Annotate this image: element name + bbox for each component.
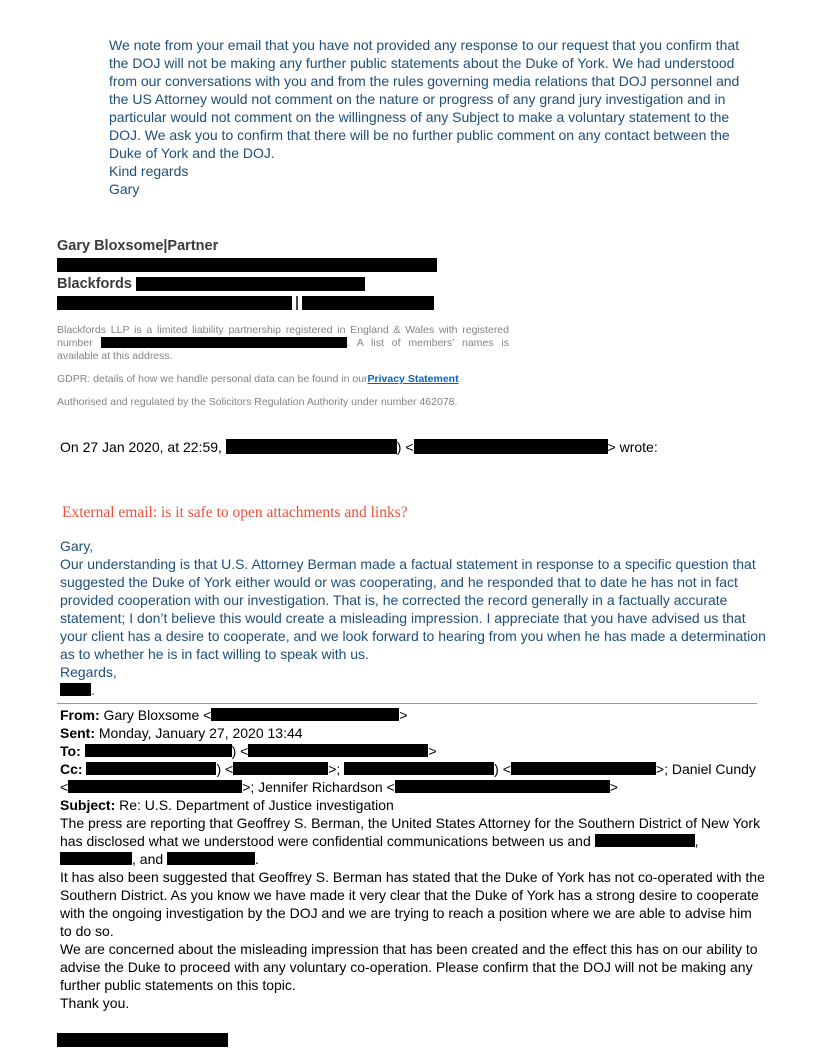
redaction-bar (85, 744, 232, 757)
from-close: > (399, 707, 408, 723)
cc-sep5: >; Jennifer Richardson < (242, 779, 395, 795)
cc-sep3: ) < (494, 761, 511, 777)
redaction-bar (60, 852, 132, 865)
body-p1-sep1: , (694, 833, 699, 849)
redaction-bar (86, 762, 216, 775)
reply-regards: Regards, (60, 664, 117, 680)
header-to (60, 742, 766, 760)
redaction-bar (344, 762, 494, 775)
reply-message (60, 537, 766, 699)
body-paragraph-4: Thank you. (60, 995, 130, 1011)
redaction-bar (211, 708, 399, 721)
fine-print-block (57, 324, 509, 419)
signature-name-line (57, 237, 437, 255)
top-message-closing: Kind regards (109, 163, 189, 179)
header-subject (60, 796, 766, 814)
from-label: From: (60, 707, 100, 723)
top-message-body: We note from your email that you have not provided any response to our request that you confirm that the DOJ will not be making any further public statements about the Duke of York. We had understood from our conversations with you and from the rules governing media relations that DOJ personnel and the US Attorney would not comment on the nature or progress of any grand jury investigation and in particular would not comment on the willingness of any Subject to make a voluntary statement to the DOJ. We ask you to confirm that there will be no further public comment on any contact between the Duke of York and the DOJ. (109, 37, 740, 161)
cc-sep1: ) < (216, 761, 234, 777)
to-label: To: (60, 743, 81, 759)
header-sent (60, 724, 766, 742)
to-mid: ) < (231, 743, 249, 759)
signature-block (57, 237, 437, 313)
signature-redacted-row-2 (57, 294, 437, 312)
sent-value: Monday, January 27, 2020 13:44 (95, 725, 303, 741)
body-p1-period: . (255, 851, 259, 867)
redaction-bar (167, 852, 255, 865)
signature-pipe: | (295, 295, 300, 311)
reply-greeting: Gary, (60, 538, 94, 554)
redaction-bar (302, 296, 434, 310)
redaction-bar (60, 683, 91, 696)
reply-signature-redacted (60, 681, 766, 699)
header-cc (60, 760, 766, 796)
top-message-signoff: Gary (109, 181, 140, 197)
sra-line: Authorised and regulated by the Solicitors Regulation Authority under number 462078. (57, 396, 458, 408)
bottom-redaction-bar (57, 1033, 228, 1047)
external-email-warning: External email: is it safe to open attachments and links? (62, 504, 408, 521)
llp-disclaimer (57, 324, 509, 363)
llp-disclaimer-post: . A list of members’ names is available at this address. (57, 337, 509, 362)
quote-attribution-mid: ) < (396, 439, 414, 455)
original-message (60, 706, 766, 1012)
body-p1-sep2: , and (132, 851, 168, 867)
llp-disclaimer-pre: Blackfords LLP is a limited liability partnership registered in England & Wales with registered number (57, 324, 509, 349)
quote-attribution-prefix: On 27 Jan 2020, at 22:59, (60, 439, 226, 455)
redaction-bar (136, 277, 365, 291)
subject-label: Subject: (60, 797, 116, 813)
cc-close: > (609, 779, 618, 795)
from-value: Gary Bloxsome < (99, 707, 212, 723)
body-paragraph-3: We are concerned about the misleading impression that has been created and the effect this has on our ability to advise the Duke to proceed with any voluntary co-operation. Please confirm that the DOJ will not be making any further public statements on this topic. (60, 941, 758, 993)
header-from (60, 706, 766, 724)
top-quoted-message (109, 36, 759, 198)
quote-attribution-line (60, 438, 780, 456)
cc-sep4: >; Daniel Cundy < (60, 761, 756, 795)
body-p1-text: The press are reporting that Geoffrey S. Berman, the United States Attorney for the Southern District of New York has disclosed what we understood were confidential communications between us and (60, 815, 761, 849)
gdpr-line (57, 373, 509, 386)
redaction-bar (57, 296, 292, 310)
cc-sep2: >; (328, 761, 345, 777)
privacy-statement-link[interactable]: Privacy Statement (367, 373, 459, 385)
redaction-bar (511, 762, 656, 775)
signature-firm-label: Blackfords (57, 276, 132, 292)
redaction-bar (226, 439, 397, 454)
signature-redacted-row-1 (57, 256, 437, 274)
reply-body: Our understanding is that U.S. Attorney Berman made a factual statement in response to a specific question that suggested the Duke of York either would or was cooperating, and he responded that to date he has not in fact provided cooperation with our investigation. That is, he corrected the record generally in a factually accurate statement; I don’t believe this would create a misleading impression. I appreciate that you have advised us that your client has a desire to cooperate, and we look forward to hearing from you when he has made a determination as to whether he is in fact willing to speak with us. (60, 556, 766, 662)
redaction-bar (395, 780, 610, 793)
message-divider (57, 703, 757, 704)
body-paragraph-2: It has also been suggested that Geoffrey S. Berman has stated that the Duke of York has not co-operated with the Southern District. As you know we have made it very clear that the Duke of York has a strong desire to cooperate with the ongoing investigation by the DOJ and we are trying to reach a position where we are able to advise him to do so. (60, 869, 765, 939)
redaction-bar (414, 439, 608, 454)
redaction-bar (68, 780, 242, 793)
subject-value: Re: U.S. Department of Justice investigation (115, 797, 394, 813)
redaction-bar (57, 258, 437, 272)
body-paragraph-1 (60, 814, 766, 868)
redaction-bar (233, 762, 328, 775)
redaction-bar (101, 337, 347, 348)
sent-label: Sent: (60, 725, 95, 741)
cc-label: Cc: (60, 761, 83, 777)
redaction-bar (595, 834, 695, 847)
redaction-bar (248, 744, 428, 757)
signature-firm-row (57, 275, 437, 293)
quote-attribution-suffix: > wrote: (607, 439, 658, 455)
gdpr-prefix: GDPR: details of how we handle personal data can be found in our (57, 373, 368, 385)
reply-signature-period: . (91, 682, 95, 698)
signature-name: Gary Bloxsome|Partner (57, 238, 219, 254)
to-close: > (428, 743, 437, 759)
